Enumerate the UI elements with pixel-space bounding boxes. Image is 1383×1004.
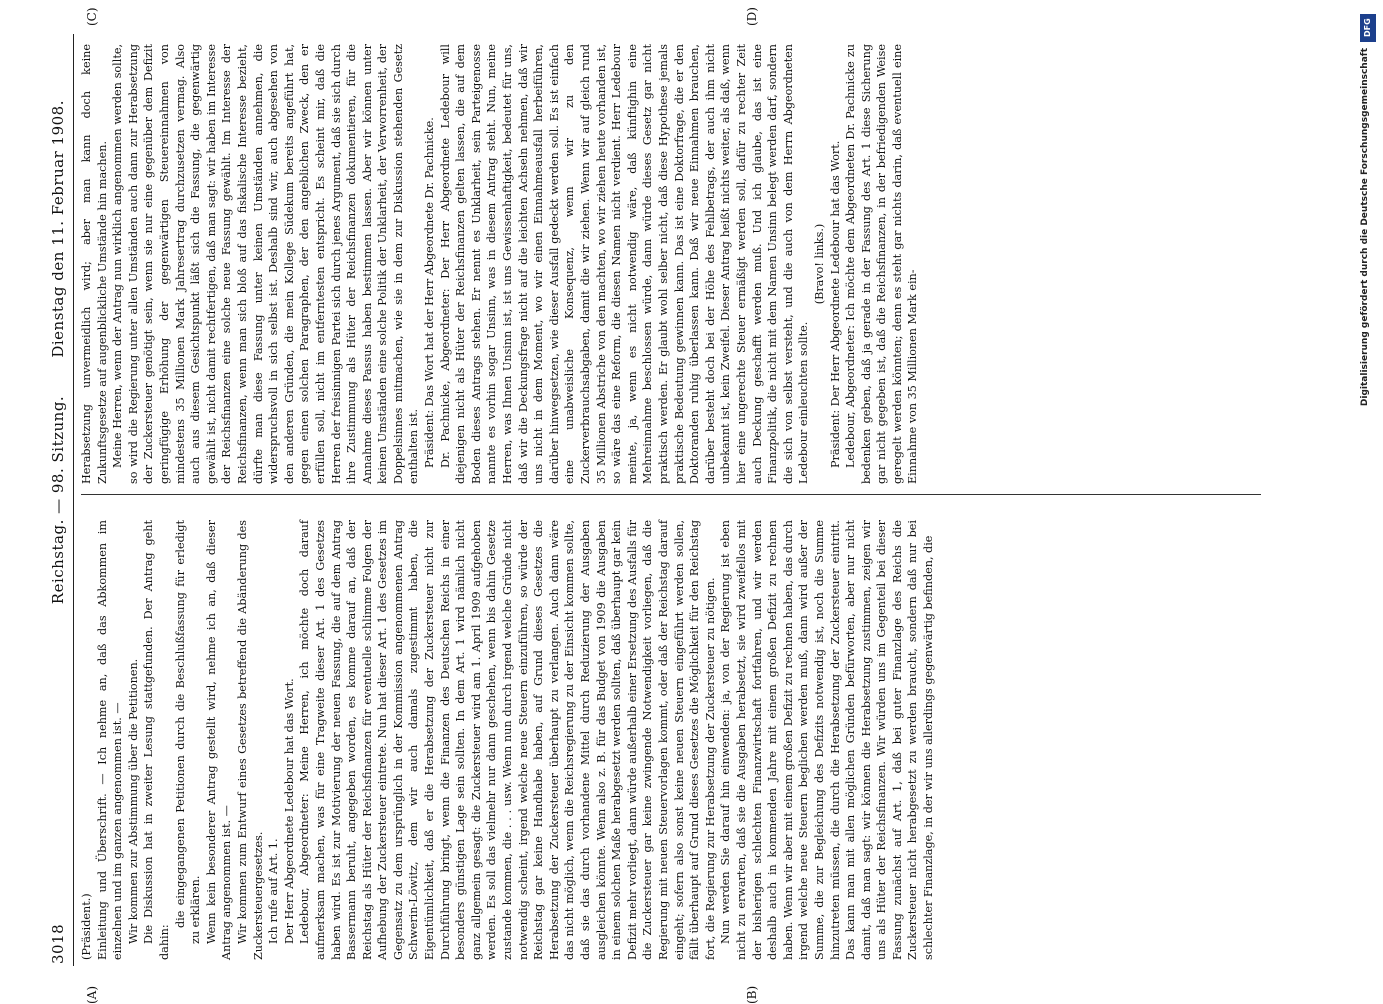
paragraph: Die Diskussion hat in zweiter Lesung stattgefunden. Der Antrag geht dahin: xyxy=(142,520,171,960)
paragraph: Ich rufe auf Art. 1. xyxy=(267,838,281,944)
president-remark: Präsident: Der Herr Abgeordnete Ledebour hat das Wort. xyxy=(828,140,842,468)
paragraph: Herabsetzung unvermeidlich wird; aber man kann doch keine Zukunftsgesetze auf augenblickliche Umstände hin machen. xyxy=(80,44,109,484)
dfg-logo: DFG xyxy=(1360,14,1376,42)
left-column xyxy=(79,520,1309,960)
margin-mark-d: (D) xyxy=(745,7,759,26)
paragraph: Nun werden Sie darauf hin einwenden: ja, von der Regierung ist eben nicht zu erwarten, daß sie die Ausgaben herabsetzt, sie wird zweifellos mit der bisherigen schlechten Finanzwirtschaft fortfahren, und wir werden deshalb auch in kommenden Jahre mit einem großen Defizit zu rechnen haben. Wenn wir aber mit einem großen Defizit zu rechnen haben, das durch irgend welche neue Steuern beglichen werden muß, dann wird außer der Summe, die zur Begleichung des Defizits notwendig ist, noch die Summe hinzutreten müssen, die durch die Herabsetzung der Zuckersteuer eintritt. Das kann man mit allen möglichen Gründen befürworten, aber nur nicht damit, daß man sagt: wir können die Herabsetzung zustimmen, zeigen wir uns als Hüter der Reichsfinanzen. Wir würden uns im Gegenteil bei dieser Fassung zunächst auf Art. 1, daß bei guter Finanzlage des Reichs die Zuckersteuer nicht herabgesetzt zu werden braucht, sondern daß nur bei schlechter Finanzlage, in der wir uns allerdings gegenwärtig befinden, die xyxy=(719,520,936,960)
paragraph: Der Herr Abgeordnete Ledebour hat das Wort. xyxy=(282,678,296,944)
paragraph: Wir kommen zur Abstimmung über die Petitionen. xyxy=(126,658,140,944)
margin-mark-b: (B) xyxy=(745,985,759,1004)
header-date: Dienstag den 11. Februar 1908. xyxy=(49,100,67,358)
margin-mark-c: (C) xyxy=(85,7,99,26)
rotated-page xyxy=(45,7,1315,1004)
digitization-credit xyxy=(1358,10,1380,990)
paragraph: Einleitung und Überschrift. — Ich nehme an, daß das Abkommen im einzelnen und im ganzen angenommen ist. — xyxy=(95,520,125,960)
page-header xyxy=(45,30,73,970)
page-number: 3018 xyxy=(49,923,67,964)
paragraph: Meine Herren, wenn der Antrag nun wirklich angenommen werden sollte, so wird die Regierung unter allen Umständen auch dann zur Herabsetzung der Zuckersteuer genötigt sein, wenn sie nur eine gegenüber dem Defizit geringfügige Erhöhung der gegenwärtigen Steuereinnahmen von mindestens 35 Millionen Mark Jahresertrag durchzusetzen vermag. Also auch aus diesem Gesichtspunkt läßt sich die Fassung, die gegenwärtig gewählt ist, nicht damit rechtfertigen, daß man sagt: wir haben im Interesse der Reichsfinanzen eine solche neue Fassung gewählt. Im Interesse der Reichsfinanzen, wenn man sich bloß auf das fiskalische Interesse bezieht, dürfte man diese Fassung unter keinen Umständen annehmen, die widerspruchsvoll in sich selbst ist. Deshalb sind wir, auch abgesehen von den anderen Gründen, die mein Kollege Südekum bereits angeführt hat, gegen einen solchen Paragraphen, der den angeblichen Zweck, den er erfüllen soll, nicht im entferntesten entspricht. Es scheint mir, daß die Herren der freisinnigen Partei sich durch jenes Argument, daß sie sich durch ihre Zustimmung als Hüter der Reichsfinanzen dokumentieren, für die Annahme dieses Passus haben bestimmen lassen. Aber wir können unter keinen Umständen eine solche Politik der Unklarheit, der Verworrenheit, der Doppelsinnes mitmachen, wie sie in dem zur Diskussion stehenden Gesetz enthalten ist. xyxy=(111,44,421,484)
speech-ledebour: Ledebour, Abgeordneter: Ich möchte dem Abgeordneten Dr. Pachnicke zu bedenken geben, daß ja gerade in der Fassung des Art. 1 diese Sicherung gar nicht gegeben ist, daß die Reichsfinanzen, in der befriedigenden Weise geregelt werden könnten; denn es steht gar nichts darin, daß eventuell eine Einnahme von 35 Millionen Mark ein- xyxy=(844,44,920,484)
speaker-ref: (Präsident.) xyxy=(80,893,93,960)
column-divider xyxy=(81,494,1261,495)
speech-ledebour: Ledebour, Abgeordneter: Meine Herren, ich möchte doch darauf aufmerksam machen, was für eine Tragweite dieser Art. 1 des Gesetzes haben wird. Es ist zur Motivierung der neuen Fassung, die auf dem Antrag Bassermann beruht, angegeben worden, es komme darauf an, daß der Reichstag als Hüter der Reichsfinanzen für eventuelle schlimme Folgen der Aufhebung der Zuckersteuer eintrete. Nun hat dieser Art. 1 des Gesetzes im Gegensatz zu dem ursprünglich in der Kommission angenommenen Antrag Schwerin-Löwitz, dem wir auch damals zugestimmt haben, die Eigentümlichkeit, daß er die Herabsetzung der Zuckersteuer nicht zur Durchführung bringt, wenn die Finanzen des Deutschen Reichs in einer besonders günstigen Lage sein sollten. In dem Art. 1 wird nämlich nicht ganz allgemein gesagt: die Zuckersteuer wird am 1. April 1909 aufgehoben werden. Es soll das vielmehr nur dann geschehen, wenn bis dahin Gesetze zustande kommen, die . . . usw. Wenn nun durch irgend welche Gründe nicht notwendig scheint, irgend welche neue Steuern einzuführen, so würde der Reichstag gar keine Handhabe haben, auf Grund dieses Gesetzes die Herabsetzung der Zuckersteuer überhaupt zu verlangen. Auch dann wäre das nicht möglich, wenn die Reichsregierung zu der Einsicht kommen sollte, daß sie das durch vorhandene Mittel durch Reduzierung der Ausgaben ausgleichen könnte. Wenn also z. B. für das Budget von 1909 die Ausgaben in einem solchen Maße herabgesetzt werden sollten, daß überhaupt gar kein Defizit mehr vorliegt, dann würde außerhalb einer Ersetzung des Ausfalls für die Zuckersteuer gar keine zwingende Notwendigkeit vorliegen, daß die Regierung mit neuen Steuervorlagen kommt, oder daß der Reichstag darauf eingeht; sofern also sonst keine neuen Steuern eingeführt werden sollen, fällt überhaupt auf Grund dieses Gesetzes die Möglichkeit für den Reichstag fort, die Regierung zur Herabsetzung der Zuckersteuer zu nötigen. xyxy=(298,519,717,960)
paragraph: die eingegangenen Petitionen durch die Beschlußfassung für erledigt zu erklären. xyxy=(173,520,203,944)
president-remark: Präsident: Das Wort hat der Herr Abgeordnete Dr. Pachnicke. xyxy=(423,117,437,468)
margin-mark-a: (A) xyxy=(85,985,99,1004)
applause-note: (Bravo! links.) xyxy=(812,223,826,305)
right-column xyxy=(79,44,1259,484)
credit-text: Digitalisierung gefördert durch die Deutsche Forschungsgemeinschaft xyxy=(1360,48,1370,407)
paragraph: Wir kommen zum Entwurf eines Gesetzes betreffend die Abänderung des Zuckersteuergesetzes. xyxy=(235,520,265,960)
paragraph: Wenn kein besonderer Antrag gestellt wird, nehme ich an, daß dieser Antrag angenommen ist. — xyxy=(204,520,234,960)
header-rule xyxy=(73,34,74,966)
speech-pachnicke: Dr. Pachnicke, Abgeordneter: Der Herr Abgeordnete Ledebour will diejenigen nicht als Hüter der Reichsfinanzen gelten lassen, die auf dem Boden dieses Antrags stehen. Er nennt es Unklarheit, sein Parteigenosse nannte es vorhin sogar Unsinn, was in diesem Antrag steht. Nun, meine Herren, was Ihnen Unsinn ist, ist uns Gewissenhaftigkeit, bedeutet für uns, daß wir die Deckungsfrage nicht auf die leichten Achseln nehmen, daß wir uns nicht in dem Moment, wo wir einen Einnahmeausfall herbeiführen, darüber hinwegsetzen, wie dieser Ausfall gedeckt werden soll. Es ist einfach eine unabweisliche Konsequenz, wenn wir zu den Zuckerverbrauchsabgaben, damit die wir ziehen. Wenn wir auf gleich rund 35 Millionen Abstriche von den machten, wo wir ziehen heute vorhanden ist, so wäre das eine Reform, die diesen Namen nicht verdient. Herr Ledebour meinte, ja, wenn es nicht notwendig wäre, daß künftighin eine Mehreinnahme beschlossen würde, dann würde dieses Gesetz gar nicht praktisch werden. Er glaubt wohl selber nicht, daß diese Hypothese jemals praktische Bedeutung gewinnen kann. Das ist eine Doktorfrage, die er den Doktoranden ruhig überlassen kann. Daß wir neue Einnahmen brauchen, darüber besteht doch bei der Höhe des Fehlbetrags, der auch ihm nicht unbekannt ist, kein Zweifel. Dieser Antrag heißt nichts weiter, als daß, wenn hier eine ungerechte Steuer ermäßigt werden soll, dafür zu rechter Zeit auch Deckung geschafft werden muß. Und ich glaube, das ist eine Finanzpolitik, die nicht mit dem Namen Unsinn belegt werden darf, sondern die sich von selbst versteht, und die auch von dem Herrn Abgeordneten Ledebour einleuchten sollte. xyxy=(438,44,811,484)
header-title: Reichstag. — 98. Sitzung. xyxy=(49,395,67,605)
